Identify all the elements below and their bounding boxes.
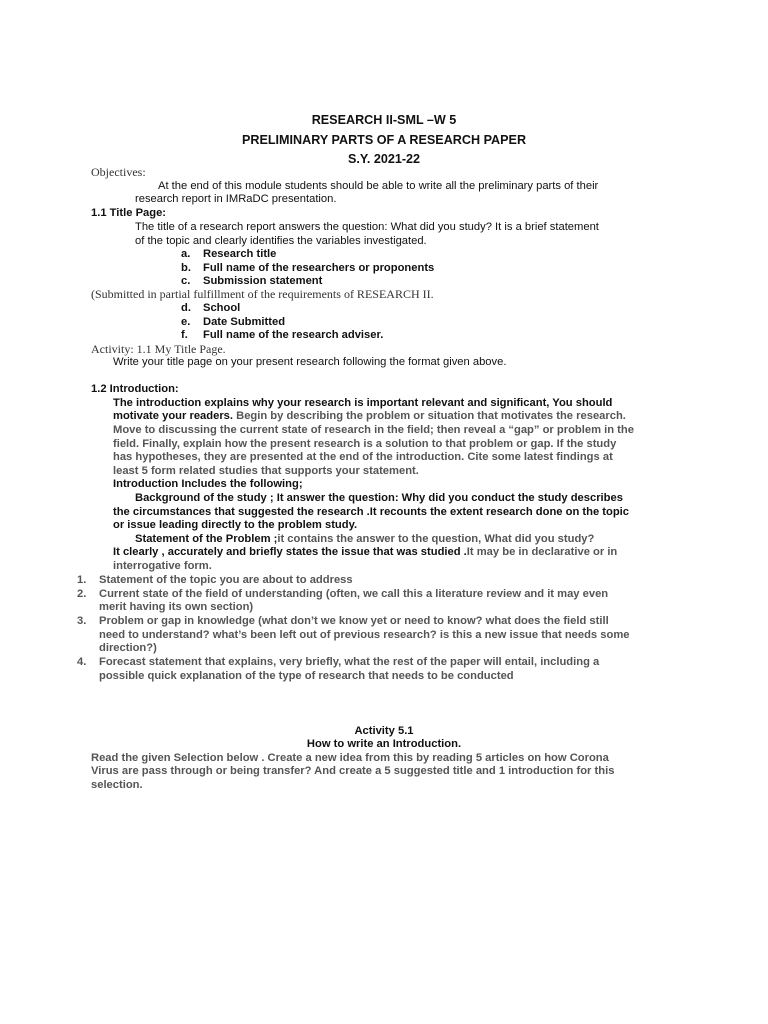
- activity-5-1-subtitle: How to write an Introduction.: [306, 738, 462, 750]
- list-number: 2.: [77, 588, 87, 600]
- list-number: 1.: [77, 574, 87, 586]
- background-line: or issue leading directly to the problem study.: [113, 519, 358, 531]
- statement-problem-line: [135, 533, 594, 547]
- sp-bold-span: Statement of the Problem ;: [135, 533, 278, 545]
- list-marker: d.: [181, 302, 191, 314]
- intro-paragraph-line: field. Finally, explain how the present research is a solution to that problem or gap. If the study: [113, 438, 617, 450]
- list-item-line: Statement of the topic you are about to address: [99, 574, 353, 586]
- activity-5-1-text: Read the given Selection below . Create a new idea from this by reading 5 articles on how Corona: [91, 752, 609, 764]
- list-marker: a.: [181, 248, 191, 260]
- list-item: Submission statement: [203, 275, 323, 287]
- intro-paragraph-line: least 5 form related studies that supports your statement.: [113, 465, 419, 477]
- intro-paragraph-line: [113, 410, 626, 424]
- submitted-note: (Submitted in partial fulfillment of the requirements of RESEARCH II.: [91, 287, 434, 301]
- doc-title-line3: S.Y. 2021-22: [347, 152, 421, 166]
- objectives-label: Objectives:: [91, 165, 146, 179]
- intro-grey-span: Begin by describing the problem or situation that motivates the research.: [233, 410, 626, 422]
- introduction-heading: 1.2 Introduction:: [91, 383, 179, 395]
- list-item: Research title: [203, 248, 277, 260]
- list-item: Date Submitted: [203, 316, 286, 328]
- doc-title-line1: RESEARCH II-SML –W 5: [311, 113, 457, 127]
- list-marker: b.: [181, 262, 191, 274]
- intro-paragraph-line: Move to discussing the current state of research in the field; then reveal a “gap” or problem in the: [113, 424, 634, 436]
- activity-1-1-label: Activity: 1.1 My Title Page.: [91, 342, 226, 356]
- title-page-desc-2: of the topic and clearly identifies the variables investigated.: [135, 235, 427, 247]
- activity-5-1-text: selection.: [91, 779, 143, 791]
- objectives-text-2: research report in IMRaDC presentation.: [135, 193, 337, 205]
- background-line: Background of the study ; It answer the question: Why did you conduct the study describes: [135, 492, 623, 504]
- list-item: Full name of the research adviser.: [203, 329, 384, 341]
- activity-5-1-title: Activity 5.1: [354, 725, 414, 737]
- list-item-line: Current state of the field of understanding (often, we call this a literature review and it may even: [99, 588, 609, 600]
- list-item-line: Forecast statement that explains, very briefly, what the rest of the paper will entail, including a: [99, 656, 600, 668]
- statement-problem-line: [113, 546, 617, 560]
- statement-problem-line: interrogative form.: [113, 560, 212, 572]
- objectives-text-1: At the end of this module students should be able to write all the preliminary parts of their: [158, 180, 599, 192]
- intro-paragraph-line: has hypotheses, they are presented at the end of the introduction. Cite some latest findings at: [113, 451, 613, 463]
- list-item: Full name of the researchers or proponents: [203, 262, 435, 274]
- intro-includes: Introduction Includes the following;: [113, 478, 303, 490]
- list-item-line: possible quick explanation of the type of research that needs to be conducted: [99, 670, 514, 682]
- intro-bold-span: motivate your readers.: [113, 410, 234, 422]
- list-marker: c.: [181, 275, 191, 287]
- list-item-line: need to understand? what’s been left out of previous research? is this a new issue that needs some: [99, 629, 630, 641]
- activity-5-1-text: Virus are pass through or being transfer? And create a 5 suggested title and 1 introduction for this: [91, 765, 615, 777]
- list-item: School: [203, 302, 241, 314]
- title-page-heading: 1.1 Title Page:: [91, 207, 167, 219]
- background-line: the circumstances that suggested the research .It recounts the extent research done on the topic: [113, 506, 630, 518]
- list-item-line: merit having its own section): [99, 601, 254, 613]
- list-marker: f.: [181, 329, 188, 341]
- doc-title-line2: PRELIMINARY PARTS OF A RESEARCH PAPER: [241, 133, 527, 147]
- list-marker: e.: [181, 316, 191, 328]
- sp2-bold-span: It clearly , accurately and briefly states the issue that was studied .: [113, 546, 467, 558]
- list-item-line: Problem or gap in knowledge (what don’t we know yet or need to know? what does the field still: [99, 615, 609, 627]
- sp2-grey-span: It may be in declarative or in: [466, 546, 618, 558]
- activity-1-1-text: Write your title page on your present research following the format given above.: [113, 356, 507, 368]
- intro-paragraph-line: The introduction explains why your research is important relevant and significant, You should: [113, 397, 613, 409]
- list-number: 4.: [77, 656, 87, 668]
- list-number: 3.: [77, 615, 87, 627]
- sp-grey-span: it contains the answer to the question, What did you study?: [277, 533, 595, 545]
- list-item-line: direction?): [99, 642, 157, 654]
- title-page-desc-1: The title of a research report answers the question: What did you study? It is a brief statement: [135, 221, 599, 233]
